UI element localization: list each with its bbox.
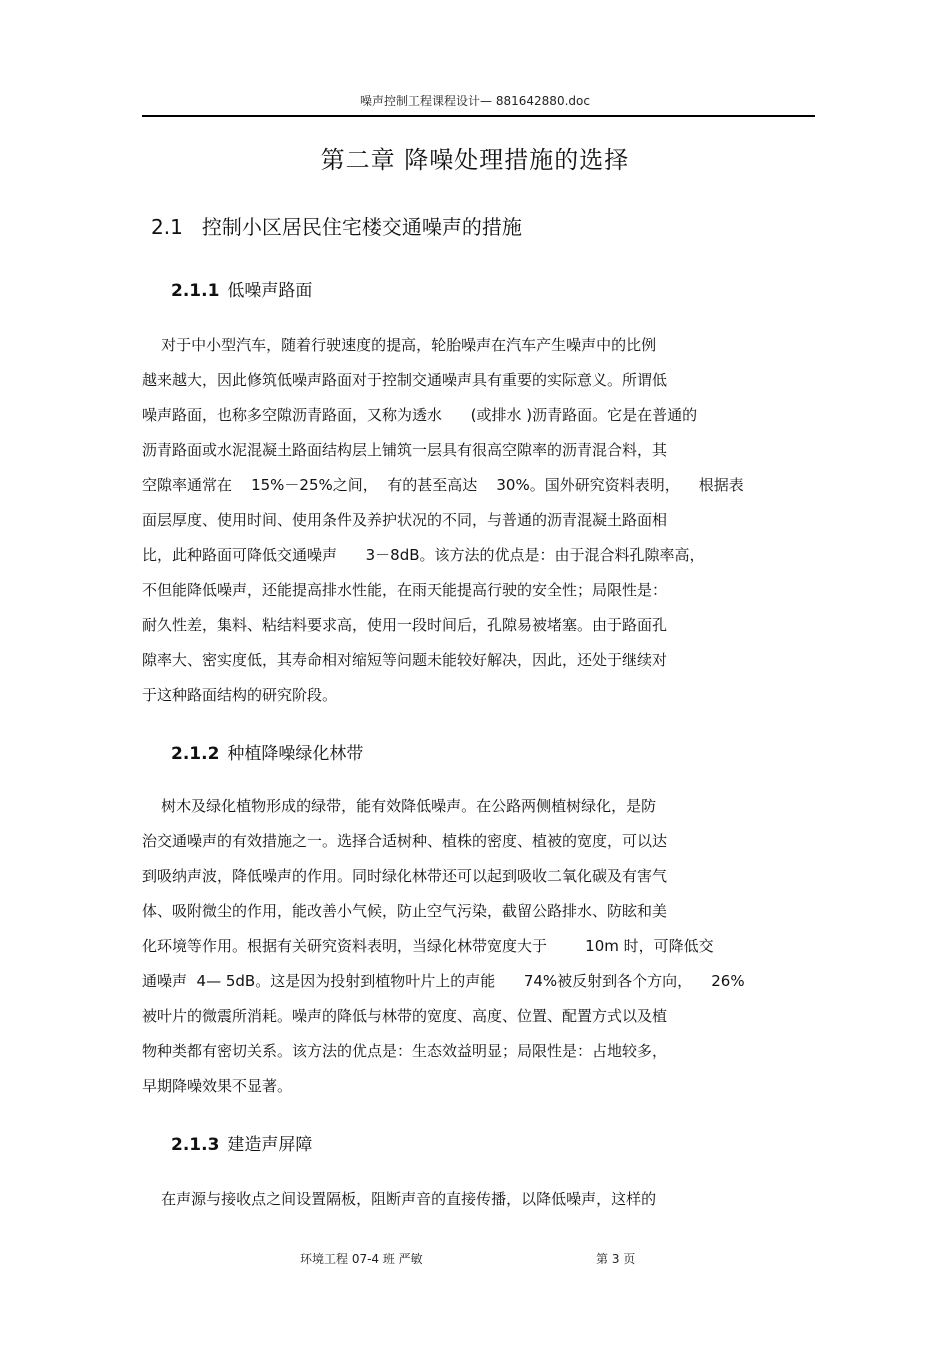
section-number: 2.1: [151, 215, 183, 239]
section-title: [151, 211, 522, 240]
text-line: 到吸纳声波，降低噪声的作用。同时绿化林带还可以起到吸收二氧化碳及有害气: [142, 867, 668, 885]
footer-page-number: 第 3 页: [596, 1252, 636, 1266]
chapter-title: 第二章 降噪处理措施的选择: [320, 146, 630, 174]
text-line: 物种类都有密切关系。该方法的优点是：生态效益明显；局限性是：占地较多，: [142, 1042, 668, 1060]
text-line: 面层厚度、使用时间、使用条件及养护状况的不同，与普通的沥青混凝土路面相: [142, 511, 668, 529]
text-line: 早期降噪效果不显著。: [142, 1077, 293, 1095]
subsection-title-green-belt: [171, 739, 363, 764]
subsection-heading: 低噪声路面: [227, 281, 313, 301]
text-line: 化环境等作用。根据有关研究资料表明，当绿化林带宽度大于 10m 时，可降低交: [142, 937, 714, 955]
text-line: 耐久性差，集料、粘结料要求高，使用一段时间后，孔隙易被堵塞。由于路面孔: [142, 616, 668, 634]
subsection-heading: 种植降噪绿化林带: [227, 744, 364, 764]
subsection-title-sound-barrier: [171, 1130, 312, 1155]
text-line: 治交通噪声的有效措施之一。选择合适树种、植株的密度、植被的宽度，可以达: [142, 832, 668, 850]
subsection-number: 2.1.1: [171, 281, 220, 301]
text-line: 体、吸附微尘的作用，能改善小气候，防止空气污染，截留公路排水、防眩和美: [142, 902, 668, 920]
subsection-number: 2.1.3: [171, 1135, 220, 1155]
text-line: 在声源与接收点之间设置隔板，阻断声音的直接传播，以降低噪声，这样的: [142, 1190, 657, 1208]
subsection-title-low-noise-road: [171, 276, 312, 301]
header-rule: [142, 115, 815, 117]
subsection-number: 2.1.2: [171, 744, 220, 764]
section-heading: 控制小区居民住宅楼交通噪声的措施: [201, 215, 522, 239]
text-line: 隙率大、密实度低，其寿命相对缩短等问题未能较好解决，因此，还处于继续对: [142, 651, 668, 669]
text-line: 被叶片的微震所消耗。噪声的降低与林带的宽度、高度、位置、配置方式以及植: [142, 1007, 668, 1025]
text-line: 比，此种路面可降低交通噪声 3－8dB。该方法的优点是：由于混合料孔隙率高，: [142, 546, 705, 564]
text-line: 于这种路面结构的研究阶段。: [142, 686, 338, 704]
text-line: 空隙率通常在 15%－25%之间， 有的甚至高达 30%。国外研究资料表明， 根据表: [142, 476, 744, 494]
text-line: 噪声路面，也称多空隙沥青路面，又称为透水 (或排水 )沥青路面。它是在普通的: [142, 406, 698, 424]
text-line: 通噪声 4— 5dB。这是因为投射到植物叶片上的声能 74%被反射到各个方向， 26%: [142, 972, 745, 990]
paragraph-green-belt: [142, 789, 822, 1104]
running-header: 噪声控制工程课程设计— 881642880.doc: [360, 94, 590, 108]
text-line: 不但能降低噪声，还能提高排水性能，在雨天能提高行驶的安全性；局限性是：: [142, 581, 668, 599]
text-line: 越来越大，因此修筑低噪声路面对于控制交通噪声具有重要的实际意义。所谓低: [142, 371, 668, 389]
text-line: 沥青路面或水泥混凝土路面结构层上铺筑一层具有很高空隙率的沥青混合料，其: [142, 441, 668, 459]
subsection-heading: 建造声屏障: [227, 1135, 313, 1155]
footer-author: 环境工程 07-4 班 严敏: [300, 1252, 423, 1266]
text-line: 对于中小型汽车，随着行驶速度的提高，轮胎噪声在汽车产生噪声中的比例: [142, 336, 657, 354]
paragraph-sound-barrier: [142, 1182, 822, 1217]
text-line: 树木及绿化植物形成的绿带，能有效降低噪声。在公路两侧植树绿化，是防: [142, 797, 657, 815]
paragraph-low-noise-road: [142, 328, 822, 713]
